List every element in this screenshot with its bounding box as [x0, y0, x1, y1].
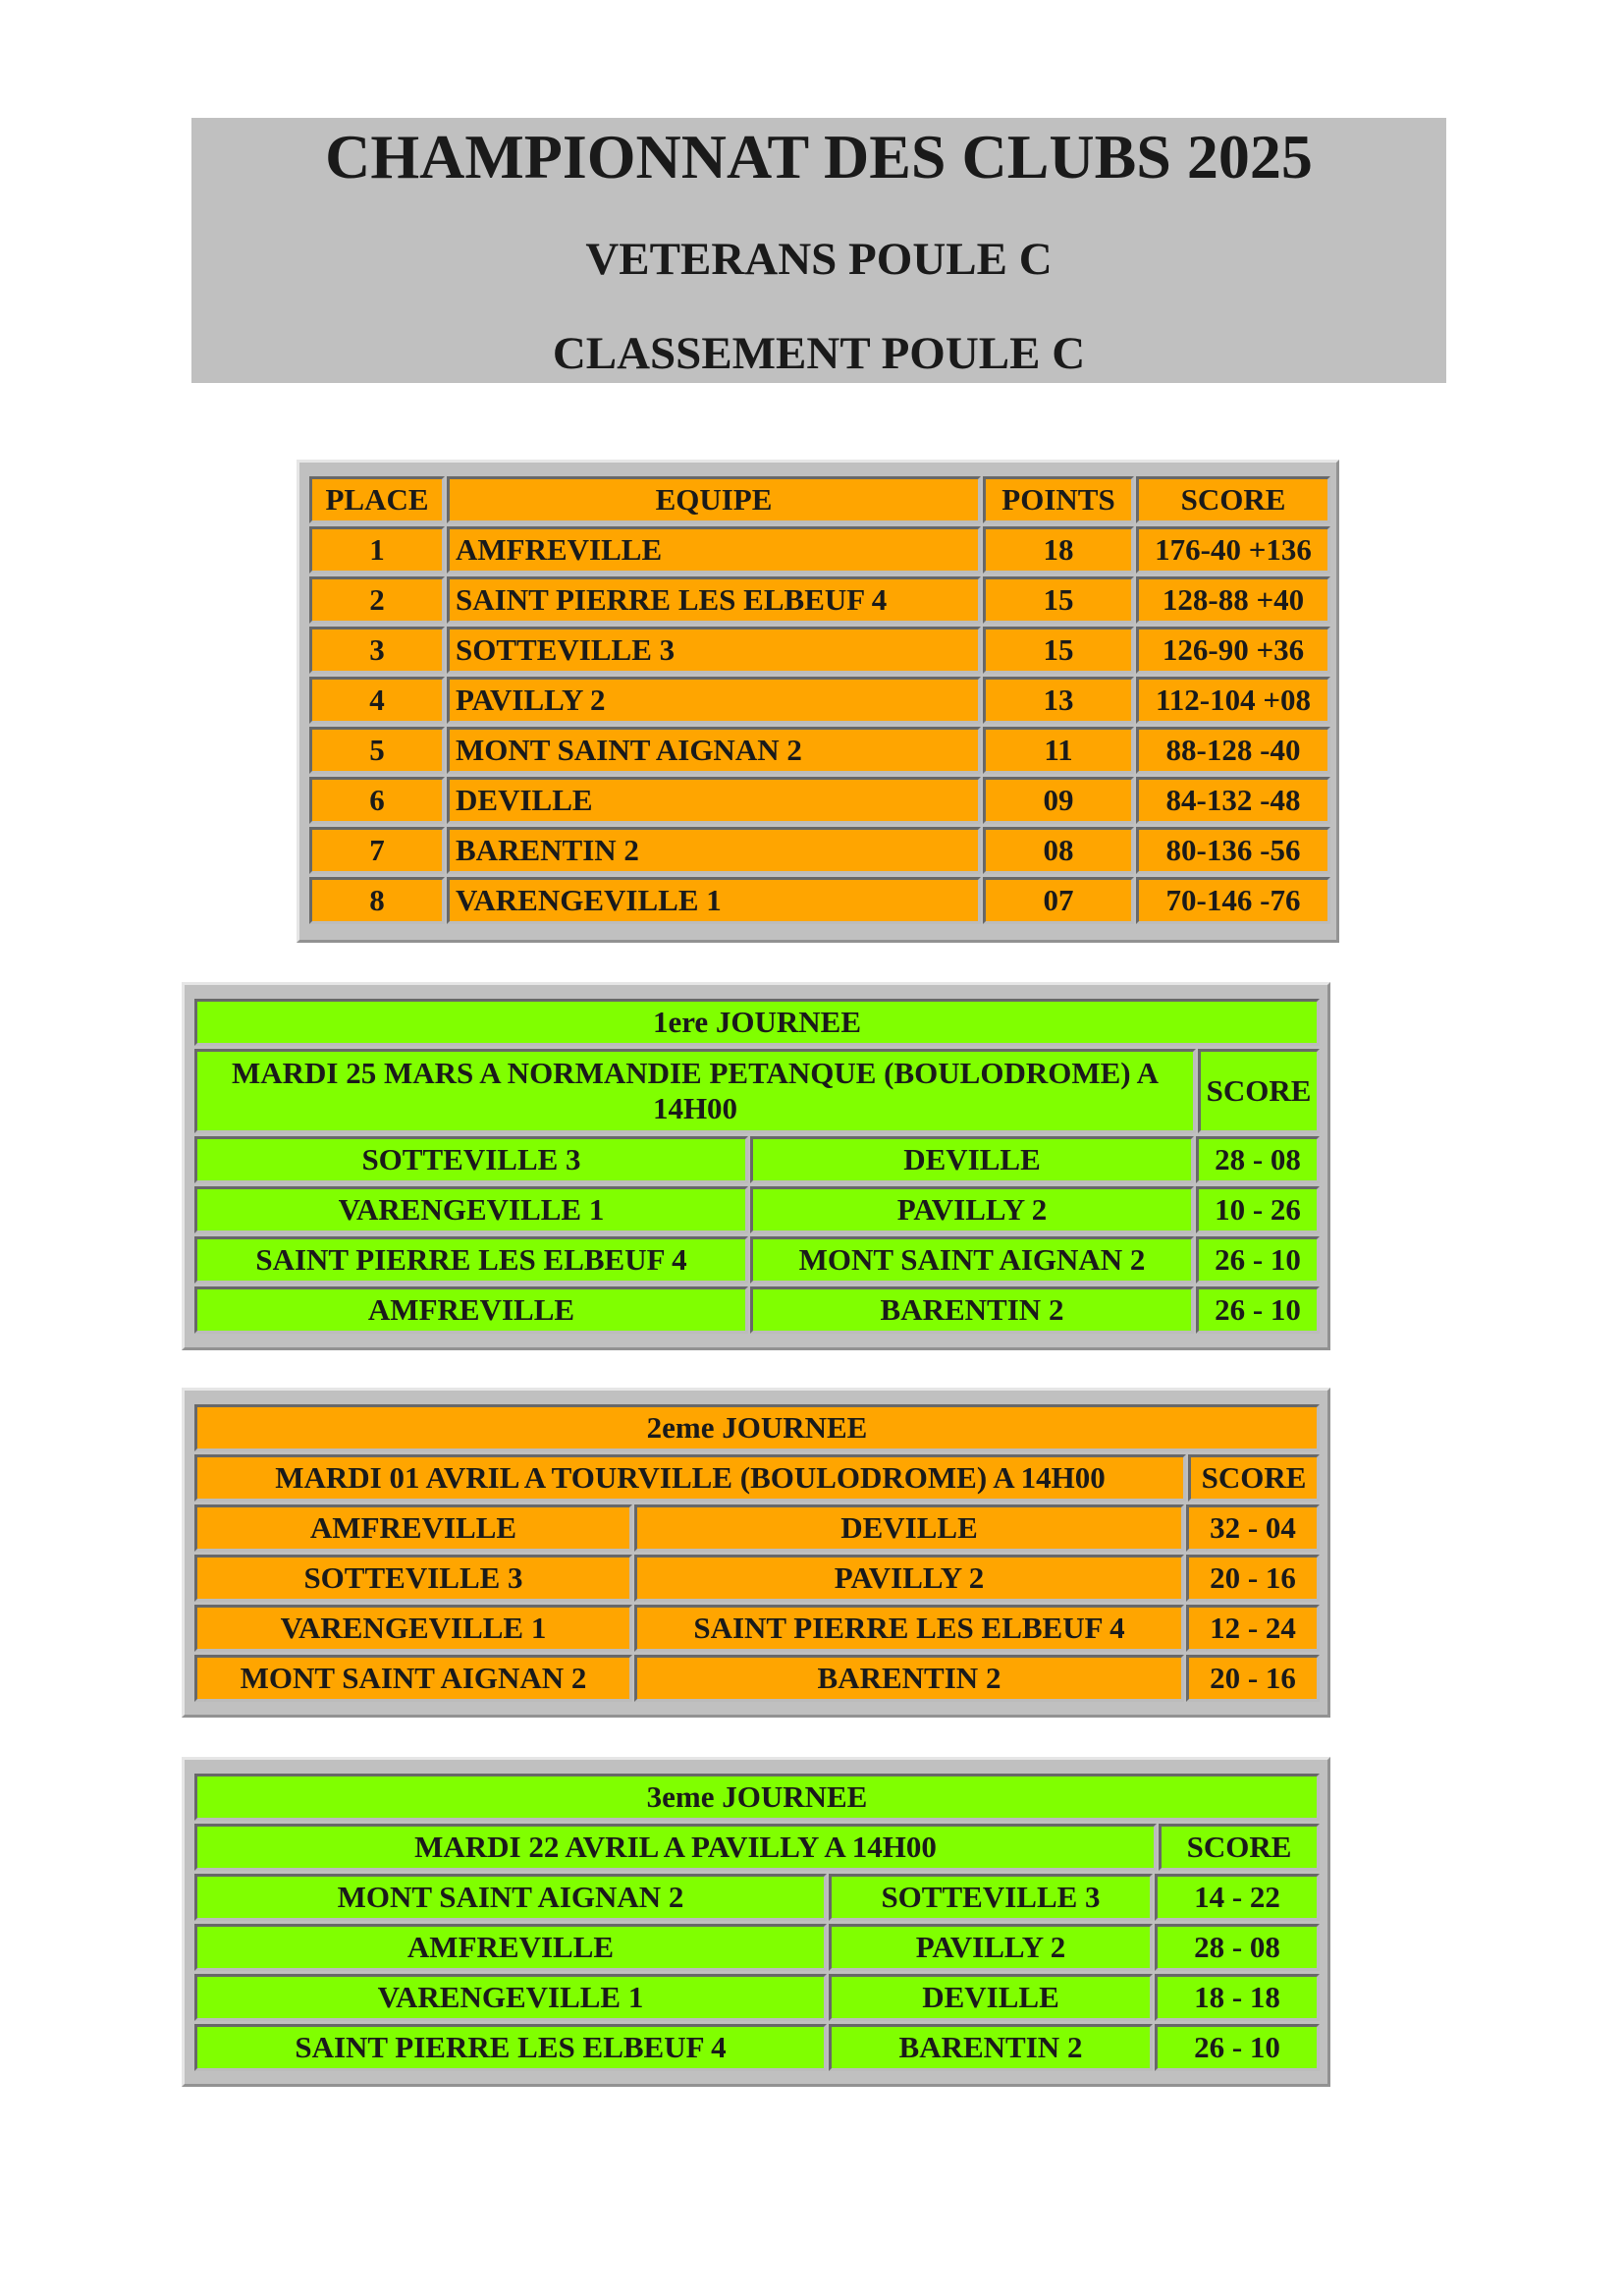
standings-place: 6 [309, 777, 445, 824]
standings-place: 1 [309, 526, 445, 574]
standings-score: 88-128 -40 [1136, 727, 1330, 774]
standings-header-points: POINTS [983, 476, 1134, 523]
standings-points: 13 [983, 677, 1134, 724]
standings-score: 128-88 +40 [1136, 576, 1330, 624]
standings-team: SAINT PIERRE LES ELBEUF 4 [447, 576, 981, 624]
match-score: 10 - 26 [1196, 1186, 1320, 1233]
standings-points: 18 [983, 526, 1134, 574]
standings-team: AMFREVILLE [447, 526, 981, 574]
standings-header-equipe: EQUIPE [447, 476, 981, 523]
match-home-team: VARENGEVILLE 1 [194, 1605, 632, 1652]
match-home-team: VARENGEVILLE 1 [194, 1186, 748, 1233]
journee-info: MARDI 01 AVRIL A TOURVILLE (BOULODROME) A 14H00 [194, 1454, 1186, 1502]
section-title: CLASSEMENT POULE C [552, 328, 1086, 379]
standings-table [297, 460, 1339, 943]
standings-points: 15 [983, 576, 1134, 624]
standings-score: 126-90 +36 [1136, 627, 1330, 674]
match-score: 26 - 10 [1155, 2024, 1320, 2071]
match-home-team: AMFREVILLE [194, 1286, 748, 1334]
standings-points: 07 [983, 877, 1134, 924]
standings-place: 2 [309, 576, 445, 624]
match-away-team: SAINT PIERRE LES ELBEUF 4 [634, 1605, 1184, 1652]
standings-header-place: PLACE [309, 476, 445, 523]
standings-header-score: SCORE [1136, 476, 1330, 523]
standings-points: 09 [983, 777, 1134, 824]
match-score: 32 - 04 [1186, 1504, 1320, 1552]
standings-place: 5 [309, 727, 445, 774]
journee-3-table [182, 1757, 1330, 2087]
match-score: 12 - 24 [1186, 1605, 1320, 1652]
journee-score-label: SCORE [1198, 1049, 1320, 1133]
match-score: 20 - 16 [1186, 1555, 1320, 1602]
match-home-team: AMFREVILLE [194, 1924, 827, 1971]
page-header [191, 118, 1446, 383]
journee-score-label: SCORE [1188, 1454, 1320, 1502]
standings-place: 8 [309, 877, 445, 924]
standings-score: 70-146 -76 [1136, 877, 1330, 924]
standings-score: 80-136 -56 [1136, 827, 1330, 874]
match-score: 28 - 08 [1155, 1924, 1320, 1971]
standings-points: 11 [983, 727, 1134, 774]
standings-team: BARENTIN 2 [447, 827, 981, 874]
standings-team: DEVILLE [447, 777, 981, 824]
journee-info: MARDI 22 AVRIL A PAVILLY A 14H00 [194, 1824, 1157, 1871]
match-score: 18 - 18 [1155, 1974, 1320, 2021]
standings-place: 7 [309, 827, 445, 874]
match-home-team: MONT SAINT AIGNAN 2 [194, 1874, 827, 1921]
match-score: 14 - 22 [1155, 1874, 1320, 1921]
match-away-team: PAVILLY 2 [750, 1186, 1194, 1233]
journee-title: 1ere JOURNEE [194, 999, 1320, 1046]
journee-info: MARDI 25 MARS A NORMANDIE PETANQUE (BOULODROME) A 14H00 [194, 1049, 1196, 1133]
standings-points: 08 [983, 827, 1134, 874]
journee-title: 2eme JOURNEE [194, 1404, 1320, 1451]
match-score: 28 - 08 [1196, 1136, 1320, 1183]
standings-place: 4 [309, 677, 445, 724]
match-home-team: MONT SAINT AIGNAN 2 [194, 1655, 632, 1702]
match-away-team: DEVILLE [829, 1974, 1153, 2021]
match-away-team: BARENTIN 2 [634, 1655, 1184, 1702]
standings-team: MONT SAINT AIGNAN 2 [447, 727, 981, 774]
match-home-team: SOTTEVILLE 3 [194, 1136, 748, 1183]
match-away-team: BARENTIN 2 [829, 2024, 1153, 2071]
page-title: CHAMPIONNAT DES CLUBS 2025 [325, 122, 1313, 191]
standings-place: 3 [309, 627, 445, 674]
match-away-team: DEVILLE [750, 1136, 1194, 1183]
standings-team: VARENGEVILLE 1 [447, 877, 981, 924]
standings-score: 176-40 +136 [1136, 526, 1330, 574]
journee-1-table [182, 982, 1330, 1350]
match-away-team: MONT SAINT AIGNAN 2 [750, 1236, 1194, 1284]
match-score: 26 - 10 [1196, 1286, 1320, 1334]
match-home-team: SOTTEVILLE 3 [194, 1555, 632, 1602]
match-away-team: DEVILLE [634, 1504, 1184, 1552]
standings-score: 112-104 +08 [1136, 677, 1330, 724]
match-home-team: SAINT PIERRE LES ELBEUF 4 [194, 1236, 748, 1284]
journee-score-label: SCORE [1159, 1824, 1320, 1871]
standings-points: 15 [983, 627, 1134, 674]
journee-title: 3eme JOURNEE [194, 1774, 1320, 1821]
page-subtitle: VETERANS POULE C [585, 234, 1053, 285]
match-away-team: PAVILLY 2 [634, 1555, 1184, 1602]
standings-team: PAVILLY 2 [447, 677, 981, 724]
match-away-team: PAVILLY 2 [829, 1924, 1153, 1971]
match-home-team: AMFREVILLE [194, 1504, 632, 1552]
match-score: 20 - 16 [1186, 1655, 1320, 1702]
standings-team: SOTTEVILLE 3 [447, 627, 981, 674]
match-away-team: SOTTEVILLE 3 [829, 1874, 1153, 1921]
standings-score: 84-132 -48 [1136, 777, 1330, 824]
match-home-team: SAINT PIERRE LES ELBEUF 4 [194, 2024, 827, 2071]
match-away-team: BARENTIN 2 [750, 1286, 1194, 1334]
match-score: 26 - 10 [1196, 1236, 1320, 1284]
journee-2-table [182, 1388, 1330, 1718]
match-home-team: VARENGEVILLE 1 [194, 1974, 827, 2021]
